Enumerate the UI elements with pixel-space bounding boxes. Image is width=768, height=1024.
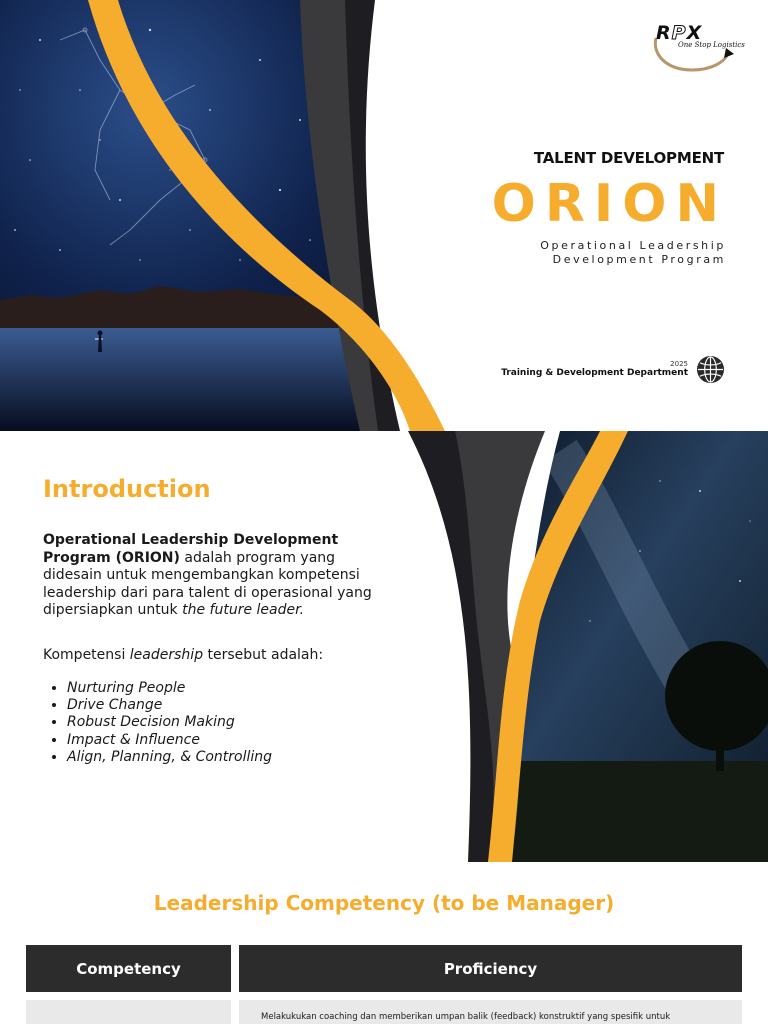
table-cell-proficiency: [239, 1000, 742, 1024]
list-item: • Robust Decision Making: [67, 714, 272, 731]
cover-year: 2025: [670, 360, 688, 368]
list-item: • Align, Planning, & Controlling: [67, 749, 272, 766]
competency-title: Leadership Competency (to be Manager): [153, 891, 615, 915]
list-item: • Melakukukan coaching dan memberikan umpan balik (feedback) konstruktif yang spesifik untuk: [261, 1012, 751, 1022]
competency-lead: Kompetensi leadership tersebut adalah:: [43, 647, 324, 663]
proficiency-list: [239, 1012, 751, 1022]
list-item: • Nurturing People: [67, 680, 272, 697]
globe-icon: [696, 355, 725, 384]
list-item: • Drive Change: [67, 697, 272, 714]
competency-section: [0, 862, 768, 1024]
logo-tagline: One Stop Logistics: [678, 41, 745, 49]
future-leader-text: the future leader.: [182, 602, 305, 618]
cover-eyebrow: TALENT DEVELOPMENT: [533, 149, 724, 167]
cover-subtitle-line: Development Program: [552, 253, 726, 266]
table-cell-competency: [26, 1000, 231, 1024]
rpx-logo: [652, 20, 745, 74]
program-name: Operational Leadership Development Program (ORION): [43, 532, 339, 566]
competency-list: [43, 680, 272, 766]
cover-department: Training & Development Department: [501, 368, 688, 378]
introduction-section: [0, 431, 768, 862]
column-header-competency: Competency: [26, 945, 231, 992]
intro-paragraph: [43, 532, 393, 620]
intro-body-text: adalah program yang didesain untuk mengembangkan kompetensi leadership dari para talent di operasional yang dipersiapkan untuk: [43, 549, 372, 618]
intro-title: Introduction: [43, 475, 211, 503]
list-item: • Impact & Influence: [67, 732, 272, 749]
column-header-proficiency: Proficiency: [239, 945, 742, 992]
cover-subtitle-line: Operational Leadership: [540, 239, 726, 252]
cover-title: ORION: [491, 174, 728, 234]
cover-subtitle: [540, 239, 726, 267]
cover-section: [0, 0, 768, 431]
logo-wordmark: RPX: [656, 22, 703, 44]
